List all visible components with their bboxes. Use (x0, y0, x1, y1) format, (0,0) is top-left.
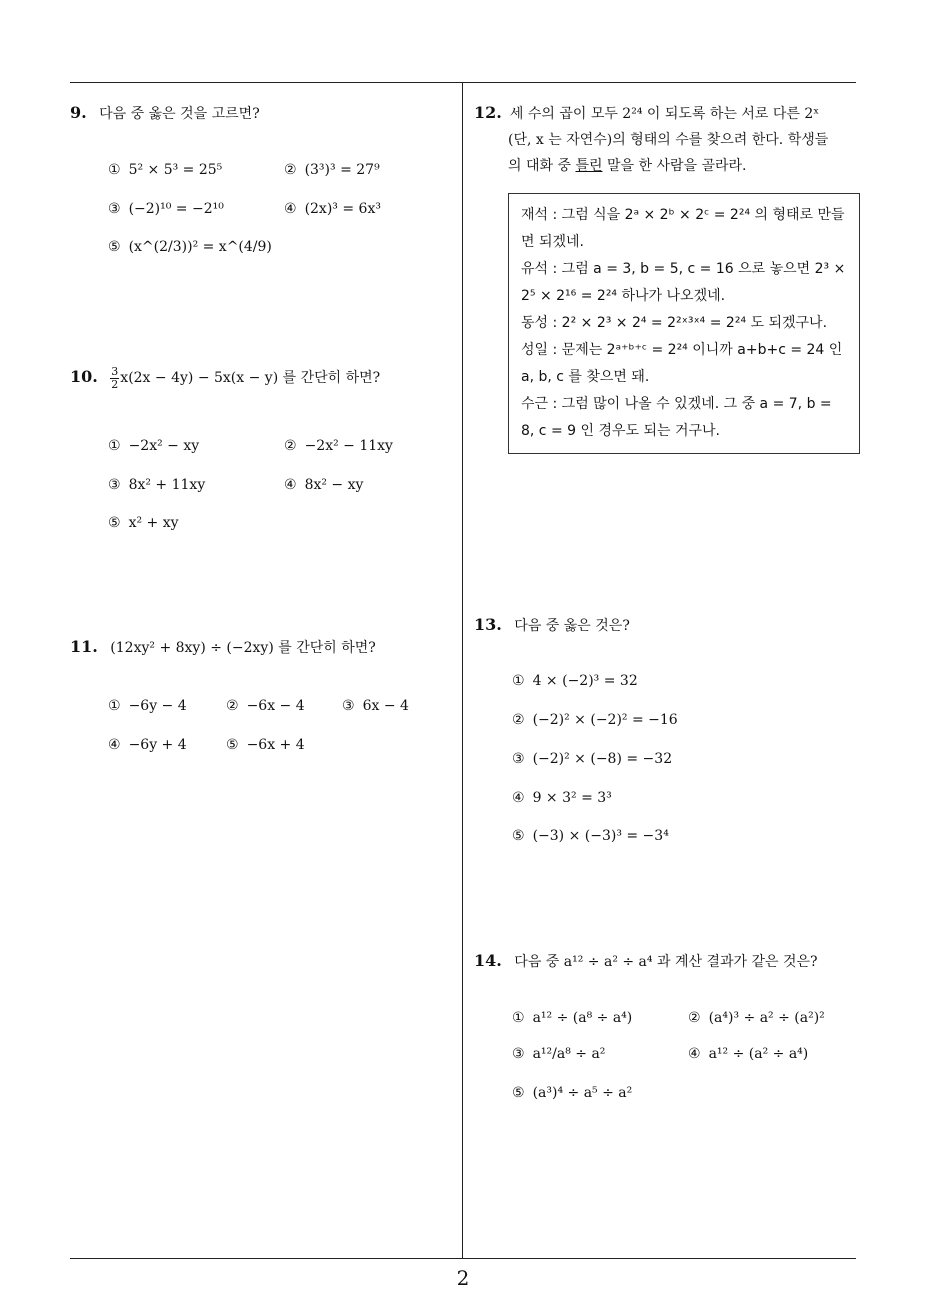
dialog-line: 동성 : 2² × 2³ × 2⁴ = 2²ˣ³ˣ⁴ = 2²⁴ 도 되겠구나. (521, 315, 828, 331)
choice-4[interactable]: ④ a¹² ÷ (a² ÷ a⁴) (688, 1046, 809, 1062)
choice-3[interactable]: ③ a¹²/a⁸ ÷ a² (512, 1046, 606, 1062)
choice-3[interactable]: ③ (−2)² × (−8) = −32 (512, 751, 673, 767)
question-number: 12. (474, 103, 502, 122)
choice-1[interactable]: ① 5² × 5³ = 25⁵ (108, 162, 223, 178)
question-number: 14. (474, 951, 502, 970)
question-9 (70, 100, 260, 127)
question-14 (474, 948, 818, 975)
choice-4[interactable]: ④ (2x)³ = 6x³ (284, 201, 381, 217)
choice-5[interactable]: ⑤ x² + xy (108, 515, 179, 531)
dialog-line: 수근 : 그럼 많이 나올 수 있겠네. 그 중 a = 7, b = 8, c = 9 인 경우도 되는 거구나. (521, 396, 832, 439)
choice-1[interactable]: ① 4 × (−2)³ = 32 (512, 673, 638, 689)
choice-3[interactable]: ③ 6x − 4 (342, 698, 409, 714)
choice-2[interactable]: ② −2x² − 11xy (284, 438, 393, 454)
page-number: 2 (456, 1266, 470, 1290)
choice-2[interactable]: ② (−2)² × (−2)² = −16 (512, 712, 678, 728)
choice-3[interactable]: ③ (−2)¹⁰ = −2¹⁰ (108, 201, 224, 217)
question-number: 9. (70, 103, 87, 122)
column-divider (462, 83, 463, 1259)
choice-4[interactable]: ④ 8x² − xy (284, 477, 364, 493)
question-stem-line-3a: 의 대화 중 (508, 158, 576, 174)
question-12 (474, 100, 858, 179)
dialog-line: 유석 : 그럼 a = 3, b = 5, c = 16 으로 놓으면 2³ × 2⁵ × 2¹⁶ = 2²⁴ 하나가 나오겠네. (521, 261, 846, 304)
question-number: 13. (474, 615, 502, 634)
question-number: 11. (70, 637, 98, 656)
question-stem-line-3c: 말을 한 사람을 골라라. (602, 158, 747, 174)
question-stem: 다음 중 옳은 것을 고르면? (99, 106, 260, 122)
choice-1[interactable]: ① a¹² ÷ (a⁸ ÷ a⁴) (512, 1010, 633, 1026)
question-stem-line-2: (단, x 는 자연수)의 형태의 수를 찾으려 한다. 학생들 (508, 132, 829, 148)
question-10 (70, 364, 380, 391)
fraction: $\frac{3}{2}$ (111, 364, 119, 391)
dialog-box (508, 193, 860, 454)
choice-2[interactable]: ② −6x − 4 (226, 698, 305, 714)
choice-2[interactable]: ② (a⁴)³ ÷ a² ÷ (a²)² (688, 1010, 825, 1026)
underlined-word: 틀린 (575, 158, 603, 174)
question-stem: (12xy² + 8xy) ÷ (−2xy) 를 간단히 하면? (110, 640, 376, 656)
dialog-line: 성일 : 문제는 2ᵃ⁺ᵇ⁺ᶜ = 2²⁴ 이니까 a+b+c = 24 인 a, b, c 를 찾으면 돼. (521, 342, 843, 385)
choice-2[interactable]: ② (3³)³ = 27⁹ (284, 162, 380, 178)
top-rule (70, 82, 856, 83)
question-stem: 다음 중 옳은 것은? (514, 618, 630, 634)
choice-4[interactable]: ④ 9 × 3² = 3³ (512, 790, 612, 806)
question-13 (474, 612, 630, 639)
choice-5[interactable]: ⑤ −6x + 4 (226, 737, 305, 753)
choice-3[interactable]: ③ 8x² + 11xy (108, 477, 206, 493)
choice-1[interactable]: ① −2x² − xy (108, 438, 200, 454)
choice-4[interactable]: ④ −6y + 4 (108, 737, 187, 753)
question-11 (70, 634, 376, 661)
question-number: 10. (70, 367, 98, 386)
choice-5[interactable]: ⑤ (x^(2/3))² = x^(4/9) (108, 239, 272, 255)
bottom-rule (70, 1258, 856, 1259)
question-stem: x(2x − 4y) − 5x(x − y) 를 간단히 하면? (120, 370, 381, 386)
question-stem-line-1: 세 수의 곱이 모두 2²⁴ 이 되도록 하는 서로 다른 2ˣ (509, 106, 820, 122)
question-stem: 다음 중 a¹² ÷ a² ÷ a⁴ 과 계산 결과가 같은 것은? (514, 954, 818, 970)
choice-5[interactable]: ⑤ (a³)⁴ ÷ a⁵ ÷ a² (512, 1085, 633, 1101)
choice-1[interactable]: ① −6y − 4 (108, 698, 187, 714)
choice-5[interactable]: ⑤ (−3) × (−3)³ = −3⁴ (512, 828, 669, 844)
dialog-line: 재석 : 그럼 식을 2ᵃ × 2ᵇ × 2ᶜ = 2²⁴ 의 형태로 만들면 되겠네. (521, 207, 845, 250)
